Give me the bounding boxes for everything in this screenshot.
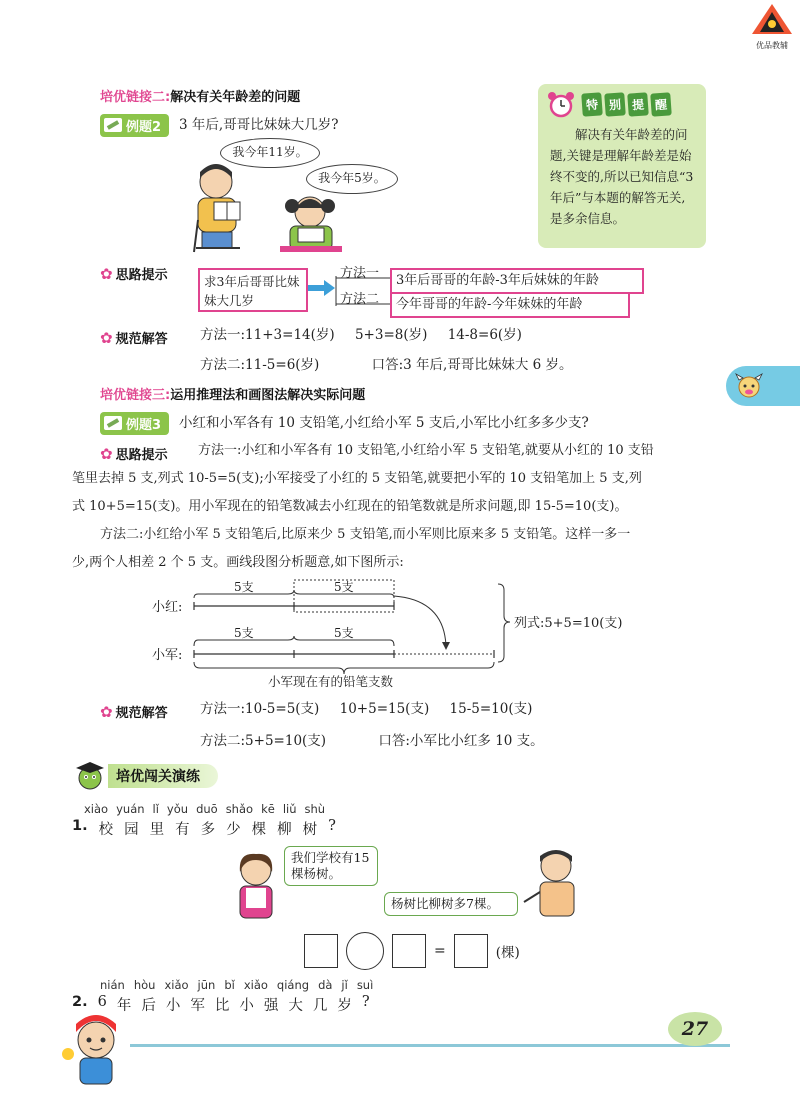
q2-char: 军 xyxy=(190,998,205,1014)
q1-left-bubble-text: 我们学校有15棵杨树。 xyxy=(291,850,370,881)
q1-pinyin: shù xyxy=(304,802,326,816)
example3-method2-line1: 方法二:小红给小军 5 支铅笔后,比原来少 5 支铅笔,而小军则比原来多 5 支铅笔。这样一多一 xyxy=(100,527,631,542)
alarm-clock-icon xyxy=(546,90,576,118)
chapter-side-tab xyxy=(726,366,800,406)
practice-title: 培优闯关演练 xyxy=(116,769,200,785)
example3-header xyxy=(100,410,589,436)
pencil-icon xyxy=(104,416,122,430)
flower-icon: ✿ xyxy=(100,703,113,721)
example2-answer-line1 xyxy=(200,322,660,348)
q2-pinyin: qiáng xyxy=(276,978,310,992)
q2-pinyin-row xyxy=(100,978,373,992)
example2-header xyxy=(100,112,338,138)
ex3-answer-m2-a: 方法二:5+5=10(支) xyxy=(200,733,327,749)
q1-pinyin: yǒu xyxy=(166,802,189,816)
flower-icon: ✿ xyxy=(100,329,113,347)
q1-pinyin: yuán xyxy=(116,802,145,816)
flower-icon: ✿ xyxy=(100,265,113,283)
example3-answer-line2 xyxy=(200,728,660,754)
q1-char: 柳 xyxy=(277,822,292,838)
q1-char: 少 xyxy=(226,822,241,838)
q2-pinyin: hòu xyxy=(133,978,156,992)
q1-answer-box-3[interactable] xyxy=(454,934,488,968)
special-reminder-char: 别 xyxy=(604,92,626,116)
ox-mascot-icon xyxy=(734,372,764,400)
method2-box-text: 今年哥哥的年龄-今年妹妹的年龄 xyxy=(396,297,583,312)
q2-char: 后 xyxy=(141,998,156,1014)
girl-illustration xyxy=(228,850,286,922)
method1-box xyxy=(390,268,644,294)
ex3-answer-m1-a: 方法一:10-5=5(支) xyxy=(200,701,320,717)
ex3-answer-m1-c: 15-5=10(支) xyxy=(449,701,533,717)
example3-badge xyxy=(100,412,169,435)
q2-char: ? xyxy=(361,994,370,1010)
q2-char: 大 xyxy=(288,998,303,1014)
q1-char: 里 xyxy=(149,822,165,838)
section2-title-prefix: 培优链接二: xyxy=(100,90,171,105)
thinking-question-text: 求3年后哥哥比妹妹大几岁 xyxy=(204,274,300,308)
method1-label: 方法一 xyxy=(340,266,380,281)
q2-pinyin: jūn xyxy=(197,978,216,992)
q1-pinyin: duō xyxy=(196,802,218,816)
pencil-icon xyxy=(104,118,122,132)
q1-pinyin: xiào xyxy=(84,802,109,816)
practice-header xyxy=(72,756,218,796)
q1-char: 棵 xyxy=(251,822,267,838)
xiaojun-seg2-label: 5支 xyxy=(334,626,354,640)
special-reminder-header xyxy=(546,90,674,118)
example3-badge-label: 例题3 xyxy=(126,417,162,433)
q1-pinyin: shǎo xyxy=(225,802,254,816)
q1-number: 1. xyxy=(72,818,88,834)
example3-thinking-line2: 笔里去掉 5 支,列式 10-5=5(支);小军接受了小红的 5 支铅笔,就要把小军的 10 支铅笔加上 5 支,列 xyxy=(72,471,642,486)
q1-char: ? xyxy=(328,818,336,834)
q2-pinyin: xiǎo xyxy=(243,978,268,992)
q2-pinyin: bǐ xyxy=(224,978,235,992)
flower-icon: ✿ xyxy=(100,445,113,463)
q1-pinyin-row xyxy=(84,802,325,816)
practice-title-banner xyxy=(108,764,218,788)
diagram-formula: 列式:5+5=10(支) xyxy=(514,616,623,631)
q1-right-bubble xyxy=(384,892,518,916)
xiaojun-seg1-label: 5支 xyxy=(234,626,254,640)
footer-rule xyxy=(130,1044,730,1047)
q2-char: 强 xyxy=(263,998,279,1014)
q1-unit: (棵) xyxy=(495,945,520,961)
example3-answer-label xyxy=(100,702,168,721)
example2-answer-label xyxy=(100,328,168,347)
q2-pinyin: xiǎo xyxy=(164,978,189,992)
q2-pinyin: jǐ xyxy=(341,978,348,992)
section2-title xyxy=(100,86,300,105)
q2-pinyin: dà xyxy=(318,978,333,992)
special-reminder-text: 解决有关年龄差的问题,关键是理解年龄差是始终不变的,所以已知信息“3 年后”与本题的解答无关,是多余信息。 xyxy=(550,127,694,226)
example3-thinking-line3: 式 10+5=15(支)。用小军现在的铅笔数减去小红现在的铅笔数就是所求问题,即 15-5=10(支)。 xyxy=(72,499,628,514)
q1-char: 多 xyxy=(200,822,216,838)
special-reminder-box xyxy=(538,84,706,248)
logo-triangle-icon xyxy=(748,2,796,36)
example2-answer-line2 xyxy=(200,352,660,378)
thinking-question-box xyxy=(198,268,308,312)
section3-title-text: 运用推理法和画图法解决实际问题 xyxy=(170,388,366,403)
q2-char: 岁 xyxy=(337,998,352,1014)
example3-thinking-label-text: 思路提示 xyxy=(115,448,168,463)
q2-char: 小 xyxy=(165,998,181,1014)
xiaohong-label: 小红: xyxy=(152,600,183,615)
example2-thinking-label xyxy=(100,264,168,283)
q1-equals-sign: = xyxy=(434,943,446,959)
xiaojun-label: 小军: xyxy=(152,648,183,663)
q1-char: 校 xyxy=(98,822,114,838)
q1-operator-circle[interactable] xyxy=(346,932,384,970)
q2-number: 2. xyxy=(72,994,88,1010)
xiaohong-seg1-label: 5支 xyxy=(234,580,254,594)
ex2-answer-m2-b: 口答:3 年后,哥哥比妹妹大 6 岁。 xyxy=(371,357,573,373)
q2-char: 小 xyxy=(239,998,254,1014)
method1-box-text: 3年后哥哥的年龄-3年后妹妹的年龄 xyxy=(396,273,599,288)
special-reminder-char: 提 xyxy=(627,92,649,116)
bottom-mascot-icon xyxy=(60,1010,132,1088)
ex3-answer-m1-b: 10+5=15(支) xyxy=(339,701,430,717)
q1-answer-box-2[interactable] xyxy=(392,934,426,968)
example2-badge-label: 例题2 xyxy=(126,119,162,135)
q1-answer-box-1[interactable] xyxy=(304,934,338,968)
special-reminder-char: 醒 xyxy=(650,92,672,116)
section3-title-prefix: 培优链接三: xyxy=(100,388,171,403)
example2-question: 3 年后,哥哥比妹妹大几岁? xyxy=(179,117,339,133)
example2-answer-label-text: 规范解答 xyxy=(115,332,168,347)
example3-method2-line2: 少,两个人相差 2 个 5 支。画线段图分析题意,如下图所示: xyxy=(72,555,404,570)
example3-thinking-label xyxy=(100,444,168,463)
example3-thinking-line1: 方法一:小红和小军各有 10 支铅笔,小红给小军 5 支铅笔,就要从小红的 10 支铅 xyxy=(198,443,654,458)
q1-equation xyxy=(304,932,520,970)
q2-char: 年 xyxy=(116,998,132,1014)
example2-thinking-label-text: 思路提示 xyxy=(115,268,168,283)
example2-badge xyxy=(100,114,169,137)
example3-answer-label-text: 规范解答 xyxy=(115,706,168,721)
q1-pinyin: kē xyxy=(261,802,275,816)
publisher-logo xyxy=(748,2,796,48)
q1-text-row xyxy=(72,818,336,839)
ex2-answer-m1-c: 14-8=6(岁) xyxy=(447,327,522,343)
ex3-answer-m2-b: 口答:小军比小红多 10 支。 xyxy=(378,733,544,749)
ex2-answer-m1-a: 方法一:11+3=14(岁) xyxy=(200,327,335,343)
page-number: 27 xyxy=(668,1012,722,1046)
method2-label: 方法二 xyxy=(340,292,380,307)
q1-pinyin: liǔ xyxy=(282,802,297,816)
q1-pinyin: lǐ xyxy=(152,802,159,816)
q1-char: 树 xyxy=(302,822,318,838)
sister-speech-text: 我今年5岁。 xyxy=(318,171,386,185)
method2-box xyxy=(390,292,630,318)
segment-diagram-lines xyxy=(148,576,658,692)
graduate-mascot-icon xyxy=(72,756,112,796)
special-reminder-title xyxy=(582,93,674,116)
q2-char: 比 xyxy=(214,998,230,1014)
q2-char: 6 xyxy=(97,994,107,1010)
ex2-answer-m1-b: 5+3=8(岁) xyxy=(354,327,428,343)
q1-left-bubble xyxy=(284,846,378,886)
example3-answer-line1 xyxy=(200,696,660,722)
boy-illustration xyxy=(520,846,586,920)
q1-right-bubble-text: 杨树比柳树多7棵。 xyxy=(391,896,499,911)
section2-title-text: 解决有关年龄差的问题 xyxy=(170,90,301,105)
line-segment-diagram xyxy=(148,576,658,692)
q2-char: 几 xyxy=(312,998,328,1014)
arrow-right-icon xyxy=(308,278,336,298)
q1-char: 有 xyxy=(175,822,190,838)
section3-title xyxy=(100,384,365,403)
special-reminder-char: 特 xyxy=(581,92,603,116)
q2-pinyin: nián xyxy=(100,978,125,992)
q1-char: 园 xyxy=(124,822,139,838)
logo-text: 优品教辅 xyxy=(756,41,788,50)
ex2-answer-m2-a: 方法二:11-5=6(岁) xyxy=(200,357,320,373)
example2-illustration xyxy=(186,136,516,254)
q2-pinyin: suì xyxy=(356,978,374,992)
children-reading-illustration xyxy=(186,160,426,254)
example3-question: 小红和小军各有 10 支铅笔,小红给小军 5 支后,小军比小红多多少支? xyxy=(179,415,589,431)
xiaohong-seg2-label: 5支 xyxy=(334,580,354,594)
diagram-bottom-label: 小军现在有的铅笔支数 xyxy=(268,674,394,689)
brother-speech-text: 我今年11岁。 xyxy=(232,145,308,159)
